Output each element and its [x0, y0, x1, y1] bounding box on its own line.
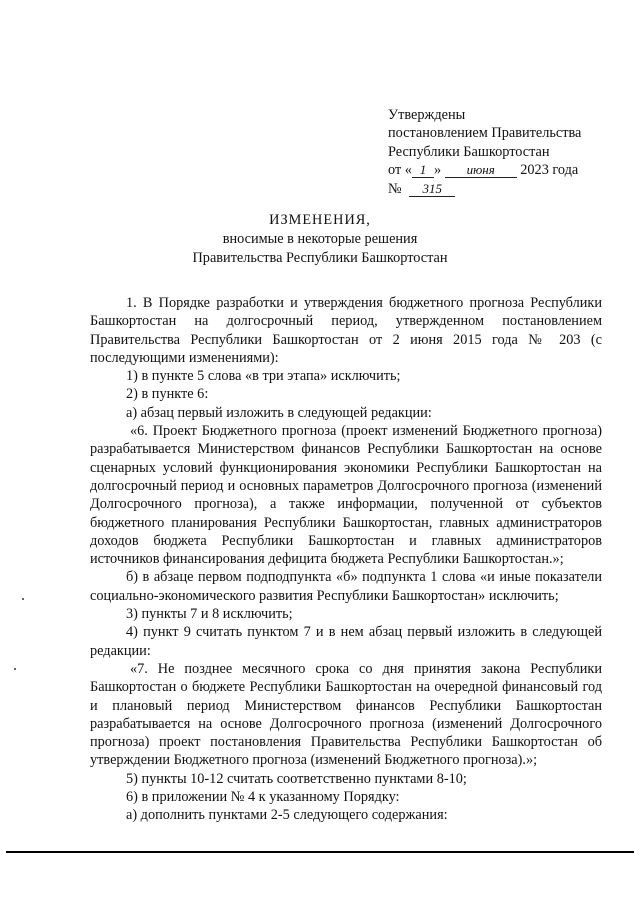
paragraph: «7. Не позднее месячного срока со дня принятия закона Республики Башкортостан о бюджете Республики Башкортостан на очередной финансовый год и плановый период Министерством финансов Республики Башкортостан разрабатывается на основе Долгосрочного прогноза (изменений Долгосрочного прогноза) проект постановления Правительства Республики Башкортостан об утверждении Бюджетного прогноза (изменений Бюджетного прогноза).»; [90, 660, 602, 769]
document-body [90, 294, 602, 825]
date-day: 1 [412, 162, 434, 178]
scan-bottom-edge [6, 851, 634, 853]
title-main: ИЗМЕНЕНИЯ, [269, 212, 371, 228]
date-month: июня [445, 162, 517, 178]
title-sub: Правительства Республики Башкортостан [192, 249, 448, 266]
date-mid: » [433, 162, 442, 179]
paragraph: 4) пункт 9 считать пунктом 7 и в нем абзац первый изложить в следующей редакции: [90, 624, 602, 659]
paragraph: 6) в приложении № 4 к указанному Порядку: [126, 789, 400, 806]
approval-line: постановлением Правительства [388, 125, 582, 142]
paragraph: 1. В Порядке разработки и утверждения бюджетного прогноза Республики Башкортостан на долгосрочный период, утвержденном постановлением Правительства Республики Башкортостан от 2 июня 2015 года № 203 (с последующими изменениями): [90, 295, 602, 366]
title-sub: вносимые в некоторые решения [222, 231, 418, 248]
number-value: 315 [409, 181, 455, 197]
approval-stamp [388, 106, 581, 198]
approval-number [388, 180, 581, 198]
paragraph: 2) в пункте 6: [126, 386, 209, 403]
paragraph: «6. Проект Бюджетного прогноза (проект изменений Бюджетного прогноза) разрабатывается Министерством финансов Республики Башкортостан на основе сценарных условий функционирования экономики Республики Башкортостан на долгосрочный период и основных параметров Долгосрочного прогноза (изменений Долгосрочного прогноза), а также информации, полученной от субъектов бюджетного планирования Республики Башкортостан, главных администраторов доходов бюджета Республики Башкортостан и главных администраторов источников финансирования дефицита бюджета Республики Башкортостан.»; [90, 423, 602, 568]
date-year: 2023 года [520, 162, 579, 179]
paragraph: б) в абзаце первом подподпункта «б» подпункта 1 слова «и иные показатели социально-экономического развития Республики Башкортостан» исключить; [90, 569, 602, 604]
approval-date [388, 161, 581, 179]
scan-speck [14, 668, 16, 670]
date-prefix: от « [388, 162, 412, 179]
document-title [0, 211, 640, 267]
paragraph: а) абзац первый изложить в следующей редакции: [126, 404, 432, 421]
scan-speck [22, 598, 24, 600]
paragraph: 5) пункты 10-12 считать соответственно пунктами 8-10; [126, 770, 467, 787]
paragraph: а) дополнить пунктами 2-5 следующего содержания: [126, 807, 448, 824]
paragraph: 3) пункты 7 и 8 исключить; [126, 606, 293, 623]
number-prefix: № [388, 180, 402, 197]
approval-line: Республики Башкортостан [388, 143, 550, 160]
paragraph: 1) в пункте 5 слова «в три этапа» исключить; [126, 368, 401, 385]
approval-line: Утверждены [388, 107, 466, 123]
